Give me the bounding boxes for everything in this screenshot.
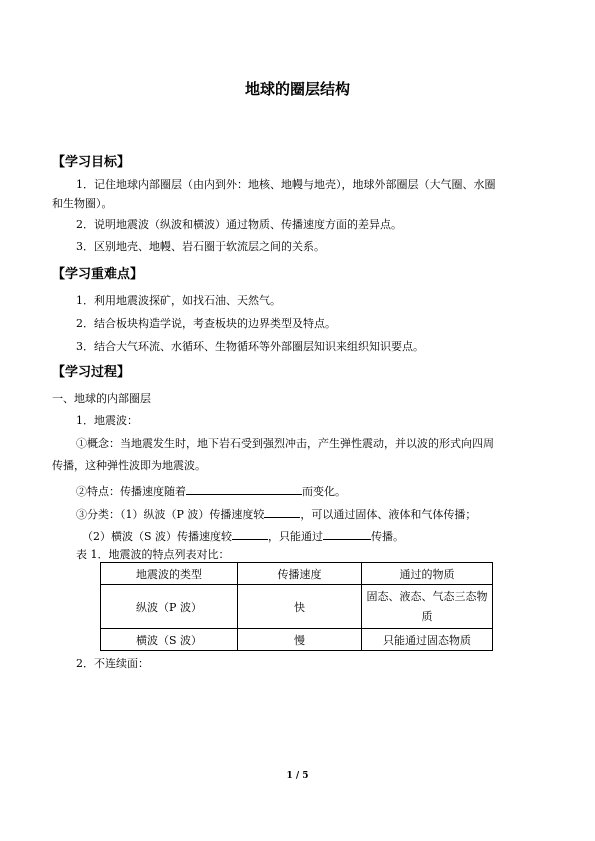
s-wave-text: （2）横波（S 波）传播速度较 [82, 530, 233, 543]
table-row [101, 629, 493, 651]
key-points-heading: 【学习重难点】 [52, 267, 144, 282]
feature-text-end: 而变化。 [302, 485, 346, 498]
process-line-6 [76, 506, 476, 522]
process-line-4: 传播，这种弹性波即为地震波。 [52, 459, 206, 472]
table-row [101, 585, 493, 629]
table-header-row [101, 563, 493, 585]
process-line-1: 一、地球的内部圈层 [52, 392, 151, 405]
table-cell: 快 [238, 585, 362, 629]
goals-heading: 【学习目标】 [52, 155, 131, 170]
classification-text-end: ，可以通过固体、液体和气体传播； [300, 508, 477, 521]
table-header-cell: 传播速度 [238, 563, 362, 585]
process-line-3: ①概念：当地震发生时，地下岩石受到强烈冲击，产生弹性震动，并以波的形式向四周 [76, 437, 494, 450]
key-point-1: 1．利用地震波探矿，如找石油、天然气。 [76, 294, 281, 307]
process-line-8: 2．不连续面： [76, 657, 149, 670]
table-caption: 表 1．地震波的特点列表对比： [76, 548, 230, 561]
key-point-2: 2．结合板块构造学说，考查板块的边界类型及特点。 [76, 317, 336, 330]
key-point-3: 3．结合大气环流、水循环、生物循环等外部圈层知识来组织知识要点。 [76, 340, 424, 353]
goal-item-1: 1．记住地球内部圈层（由内到外：地核、地幔与地壳），地球外部圈层（大气圈、水圈 [76, 178, 496, 191]
s-wave-text-end: 传播。 [371, 530, 405, 543]
table-header-cell: 地震波的类型 [101, 563, 238, 585]
process-line-5 [76, 483, 346, 499]
table-cell: 只能通过固态物质 [362, 629, 493, 651]
blank-underline [186, 483, 302, 495]
seismic-wave-table [100, 562, 493, 651]
page-title: 地球的圈层结构 [244, 80, 350, 98]
goal-item-3: 3．区别地壳、地幔、岩石圈于软流层之间的关系。 [76, 240, 325, 253]
feature-text: ②特点：传播速度随着 [76, 485, 186, 498]
process-line-7 [82, 528, 404, 544]
s-wave-text-mid: ，只能通过 [268, 530, 324, 543]
table-cell: 固态、液态、气态三态物质 [362, 585, 493, 629]
table-cell: 慢 [238, 629, 362, 651]
table-header-cell: 通过的物质 [362, 563, 493, 585]
goal-item-1-cont: 和生物圈）。 [52, 197, 113, 210]
page-number: 1 / 5 [286, 771, 309, 781]
table-cell: 纵波（P 波） [101, 585, 238, 629]
process-line-2: 1．地震波： [76, 414, 138, 427]
blank-underline [264, 506, 300, 518]
blank-underline [323, 528, 371, 540]
classification-text: ③分类：（1）纵波（P 波）传播速度较 [76, 508, 265, 521]
blank-underline [232, 528, 268, 540]
goal-item-2: 2．说明地震波（纵波和横波）通过物质、传播速度方面的差异点。 [76, 218, 402, 231]
table-cell: 横波（S 波） [101, 629, 238, 651]
process-heading: 【学习过程】 [52, 365, 131, 380]
